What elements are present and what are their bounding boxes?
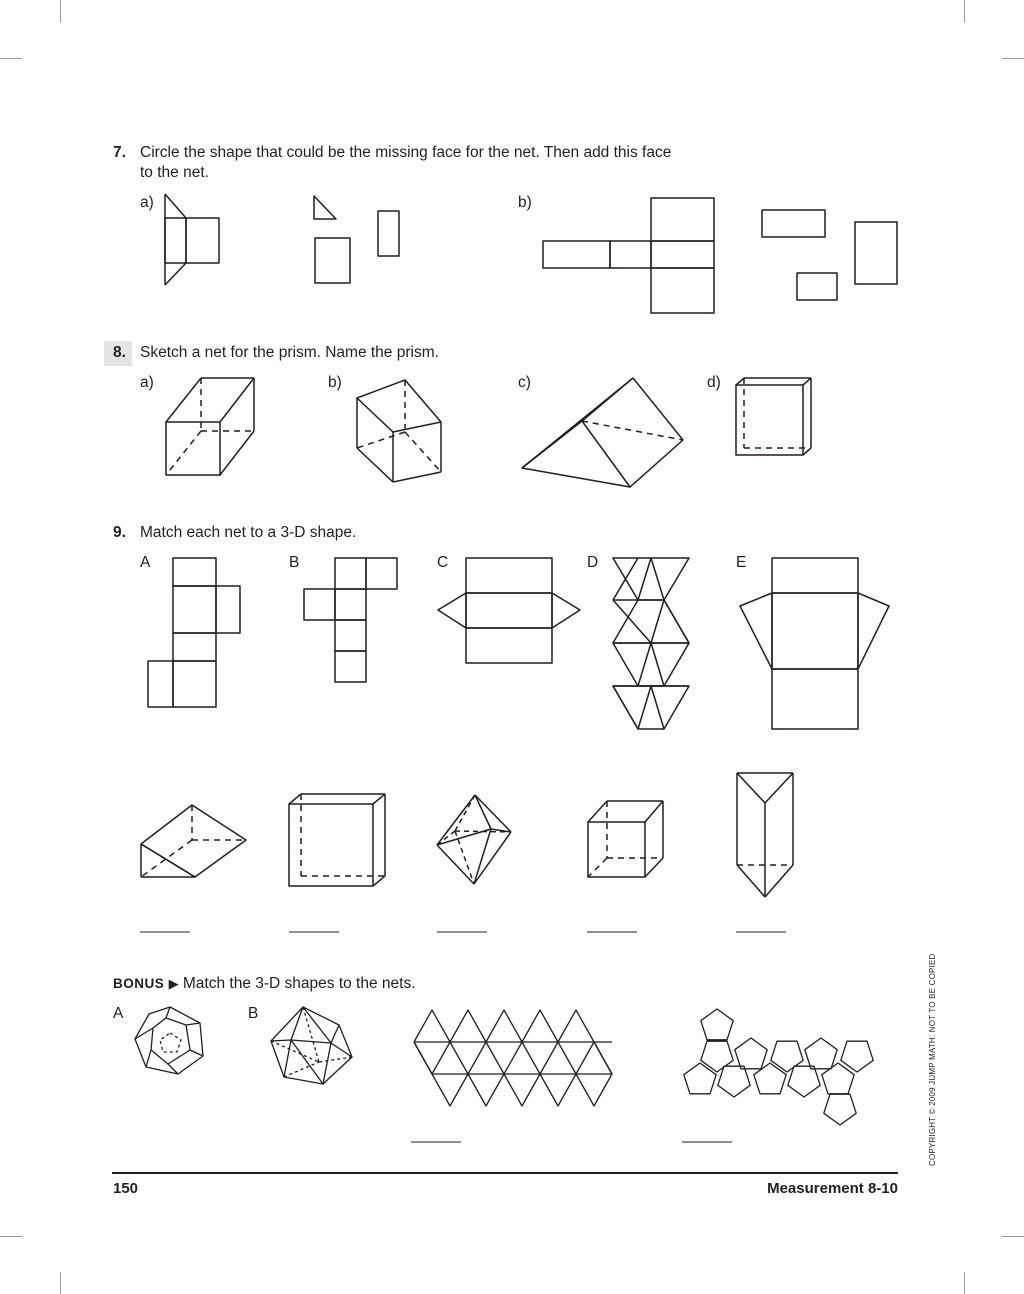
bonus-net-dodecahedron (684, 1009, 873, 1125)
part-label-b: b) (328, 374, 342, 391)
q9-shape-1 (141, 805, 246, 877)
question-9-text: Match each net to a 3-D shape. (140, 524, 357, 541)
q8d-prism (736, 378, 811, 455)
question-number: 9. (113, 524, 126, 541)
q9-net-a (148, 558, 240, 707)
question-8-text: Sketch a net for the prism. Name the prism. (140, 344, 439, 361)
q8a-prism (166, 378, 254, 475)
q7a-choices[interactable] (314, 196, 399, 283)
part-label-a: a) (140, 374, 154, 391)
part-label-b: b) (518, 194, 532, 211)
q9-net-b (304, 558, 397, 682)
part-label-c: c) (518, 374, 531, 391)
bonus-net-icosahedron (414, 1010, 612, 1106)
bonus-shape-b-icosahedron (271, 1007, 352, 1084)
q9-shape-3 (437, 795, 511, 884)
q8b-prism (357, 380, 441, 482)
page-number: 150 (113, 1180, 139, 1197)
net-label-d: D (587, 554, 599, 571)
part-label-d: d) (707, 374, 721, 391)
q9-shape-5 (737, 773, 793, 897)
pentagon-face (822, 1063, 854, 1094)
pentagon-face (824, 1094, 856, 1125)
q7b-choices[interactable] (762, 210, 897, 300)
shape-label-a: A (113, 1005, 124, 1022)
footer-rule (112, 1172, 898, 1174)
bonus-shape-a-dodecahedron (135, 1007, 203, 1074)
section-label: Measurement 8-10 (767, 1180, 898, 1197)
question-number: 7. (113, 144, 126, 161)
part-label-a: a) (140, 194, 154, 211)
q9-net-d (613, 558, 689, 729)
net-label-a: A (140, 554, 151, 571)
bonus-text: Match the 3-D shapes to the nets. (182, 975, 416, 992)
question-7-text-line2: to the net. (140, 164, 209, 181)
pentagon-face (701, 1009, 733, 1040)
q9-net-c (438, 558, 580, 663)
question-number: 8. (113, 344, 126, 361)
bonus-label: BONUS (113, 976, 165, 991)
pentagon-face (841, 1041, 873, 1072)
q9-net-e (740, 558, 889, 729)
shape-label-b: B (248, 1005, 259, 1022)
q7a-net (165, 194, 219, 285)
pentagon-face (805, 1038, 837, 1069)
q9-shape-4 (588, 801, 663, 877)
q8c-prism (522, 378, 683, 487)
arrow-icon: ▶ (168, 976, 179, 991)
pentagon-face (718, 1066, 750, 1097)
q9-shape-2 (289, 794, 385, 886)
pentagon-face (735, 1038, 767, 1069)
q7b-net (543, 198, 714, 313)
question-7-text-line1: Circle the shape that could be the missing face for the net. Then add this face (140, 144, 672, 161)
net-label-e: E (736, 554, 747, 571)
net-label-c: C (437, 554, 449, 571)
copyright-notice: COPYRIGHT © 2009 JUMP MATH: NOT TO BE COPIED (928, 953, 937, 1166)
pentagon-face (788, 1066, 820, 1097)
net-label-b: B (289, 554, 300, 571)
